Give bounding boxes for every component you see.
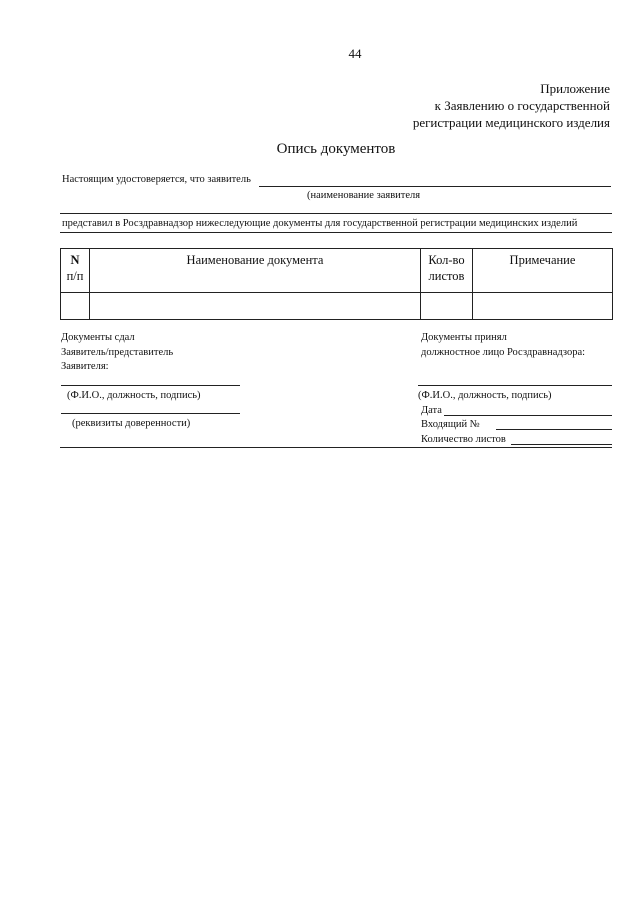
- document-title: Опись документов: [276, 141, 396, 157]
- cell-count[interactable]: [421, 293, 473, 320]
- header-num-line1: N: [70, 253, 80, 267]
- header-count-line2: листов: [428, 269, 465, 283]
- cell-note[interactable]: [473, 293, 613, 320]
- header-count-line1: Кол-во: [428, 253, 465, 267]
- header-count: [421, 249, 473, 293]
- sheets-label: Количество листов: [421, 434, 506, 445]
- left-line-2: Заявитель/представитель: [61, 347, 174, 358]
- submitted-underline: [60, 232, 612, 233]
- applicant-name-line-2[interactable]: [60, 213, 612, 214]
- power-of-attorney-hint: (реквизиты доверенности): [72, 418, 191, 429]
- appendix-line-1: Приложение: [540, 81, 610, 96]
- table-row: [61, 293, 613, 320]
- sheets-line[interactable]: [511, 444, 612, 445]
- cell-num[interactable]: [61, 293, 90, 320]
- header-note: [473, 249, 613, 293]
- incoming-line[interactable]: [496, 429, 612, 430]
- header-name: [90, 249, 421, 293]
- bottom-rule: [60, 447, 612, 448]
- left-signature-hint: (Ф.И.О., должность, подпись): [67, 390, 201, 401]
- appendix-line-3: регистрации медицинского изделия: [412, 115, 610, 130]
- header-note-label: Примечание: [509, 253, 576, 267]
- left-line-1: Документы сдал: [61, 332, 135, 343]
- right-signature-line[interactable]: [418, 385, 612, 386]
- submitted-text: представил в Росздравнадзор нижеследующие документы для государственной регистрации медицинских изделий: [62, 218, 578, 229]
- header-name-label: Наименование документа: [186, 253, 324, 267]
- certify-text: Настоящим удостоверяется, что заявитель: [62, 174, 251, 185]
- applicant-name-hint: (наименование заявителя: [307, 190, 421, 201]
- date-label: Дата: [421, 405, 442, 416]
- header-num: [61, 249, 90, 293]
- date-line[interactable]: [444, 415, 612, 416]
- table-header-row: [61, 249, 613, 293]
- right-line-2: должностное лицо Росздравнадзора:: [421, 347, 586, 358]
- incoming-label: Входящий №: [421, 419, 480, 430]
- right-signature-hint: (Ф.И.О., должность, подпись): [418, 390, 552, 401]
- documents-table: [60, 248, 613, 320]
- header-num-line2: п/п: [66, 269, 84, 283]
- cell-name[interactable]: [90, 293, 421, 320]
- left-signature-line[interactable]: [61, 385, 240, 386]
- appendix-line-2: к Заявлению о государственной: [434, 98, 610, 113]
- left-line-3: Заявителя:: [61, 361, 109, 372]
- page-number: 44: [348, 46, 362, 61]
- power-of-attorney-line[interactable]: [61, 413, 240, 414]
- applicant-name-line[interactable]: [259, 186, 611, 187]
- right-line-1: Документы принял: [421, 332, 507, 343]
